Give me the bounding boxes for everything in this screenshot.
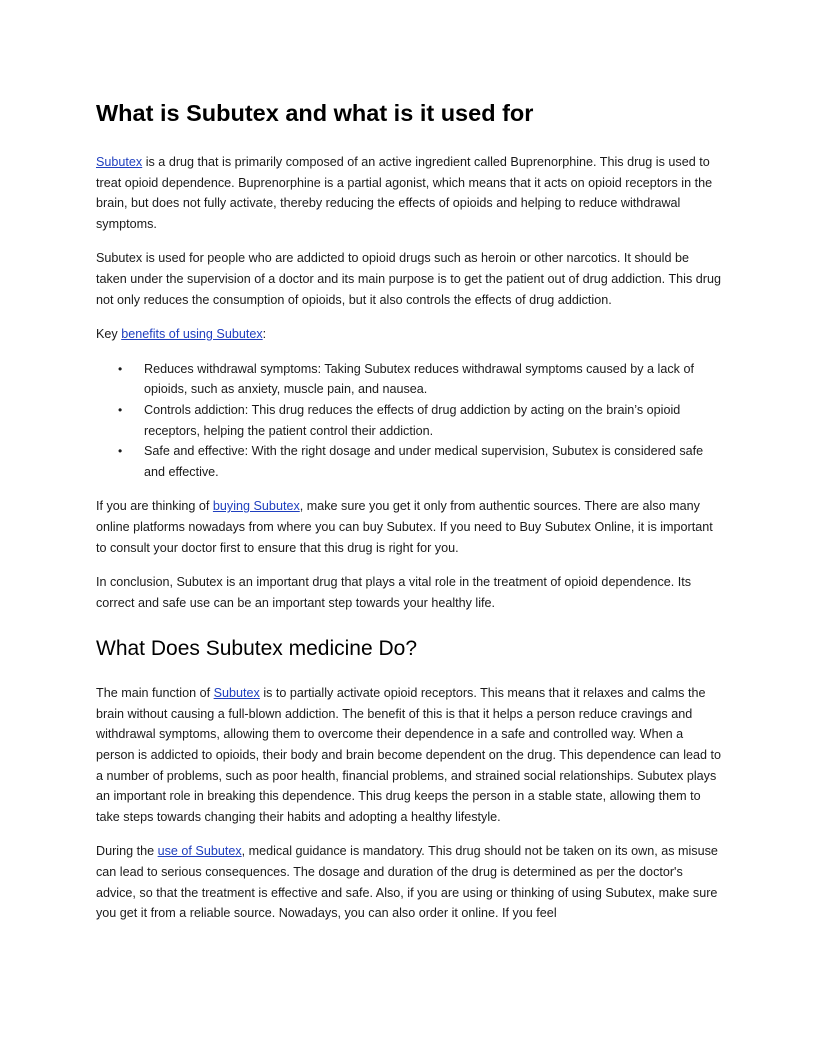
subutex-link[interactable]: Subutex bbox=[96, 155, 143, 169]
buying-paragraph: If you are thinking of buying Subutex, make sure you get it only from authentic sources. There are also many online platforms nowadays from where you can buy Subutex. If you need to Buy Subutex Online, it is important to consult your doctor first to ensure that this drug is right for you. bbox=[96, 499, 713, 555]
benefits-list bbox=[96, 359, 722, 483]
list-item: • Controls addiction: This drug reduces the effects of drug addiction by acting on the brain’s opioid receptors, helping the patient control their addiction. bbox=[96, 400, 722, 441]
intro-paragraph bbox=[96, 152, 722, 234]
medical-guidance-paragraph: During the use of Subutex, medical guidance is mandatory. This drug should not be taken on its own, as misuse can lead to serious consequences. The dosage and duration of the drug is determined as per the doctor's advice, so that the treatment is effective and safe. Also, if you are using or thinking of using Subutex, make sure you get it from a reliable source. Nowadays, you can also order it online. If you feel bbox=[96, 844, 718, 921]
section-heading-what-is-subutex: What is Subutex and what is it used for bbox=[96, 100, 534, 126]
conclusion-paragraph: In conclusion, Subutex is an important drug that plays a vital role in the treatment of opioid dependence. Its correct and safe use can be an important step towards your healthy life. bbox=[96, 575, 692, 610]
section-heading-what-does-subutex-do: What Does Subutex medicine Do? bbox=[96, 637, 417, 661]
key-benefits-paragraph: Key benefits of using Subutex: bbox=[96, 327, 267, 342]
intro-paragraph-text: is a drug that is primarily composed of an active ingredient called Buprenorphine. This drug is used to treat opioid dependence. Buprenorphine is a partial agonist, which means that it acts on opioid receptors in the brain, but does not fully activate, thereby reducing the effects of opioids and helping to reduce withdrawal symptoms. bbox=[96, 155, 713, 231]
list-item: • Safe and effective: With the right dosage and under medical supervision, Subutex is considered safe and effective. bbox=[96, 441, 722, 482]
function-paragraph: The main function of Subutex is to partially activate opioid receptors. This means that it relaxes and calms the brain without causing a full-blown addiction. The benefit of this is that it helps a person reduce cravings and withdrawal symptoms, allowing them to overcome their dependence in a safe and controlled way. When a person is addicted to opioids, their body and brain become dependent on the drug. This dependence can lead to a number of problems, such as poor health, financial problems, and strained social relationships. Subutex plays an important role in breaking this dependence. This drug keeps the person in a stable state, allowing them to take steps towards changing their habits and adopting a healthy lifestyle. bbox=[96, 686, 722, 824]
bullet-icon: • bbox=[118, 444, 123, 459]
bullet-icon: • bbox=[118, 361, 123, 376]
usage-paragraph: Subutex is used for people who are addicted to opioid drugs such as heroin or other narcotics. It should be taken under the supervision of a doctor and its main purpose is to get the patient out of drug addiction. This drug not only reduces the consumption of opioids, but it also controls the effects of drug addiction. bbox=[96, 251, 721, 307]
buying-subutex-link[interactable]: buying Subutex bbox=[212, 499, 300, 514]
bullet-icon: • bbox=[118, 402, 123, 417]
use-of-subutex-link[interactable]: use of Subutex bbox=[157, 844, 242, 859]
benefits-link[interactable]: benefits of using Subutex bbox=[121, 327, 263, 342]
subutex-link-2[interactable]: Subutex bbox=[213, 686, 260, 701]
list-item: • Reduces withdrawal symptoms: Taking Subutex reduces withdrawal symptoms caused by a lack of opioids, such as anxiety, muscle pain, and nausea. bbox=[96, 359, 722, 400]
document-content bbox=[96, 98, 722, 938]
